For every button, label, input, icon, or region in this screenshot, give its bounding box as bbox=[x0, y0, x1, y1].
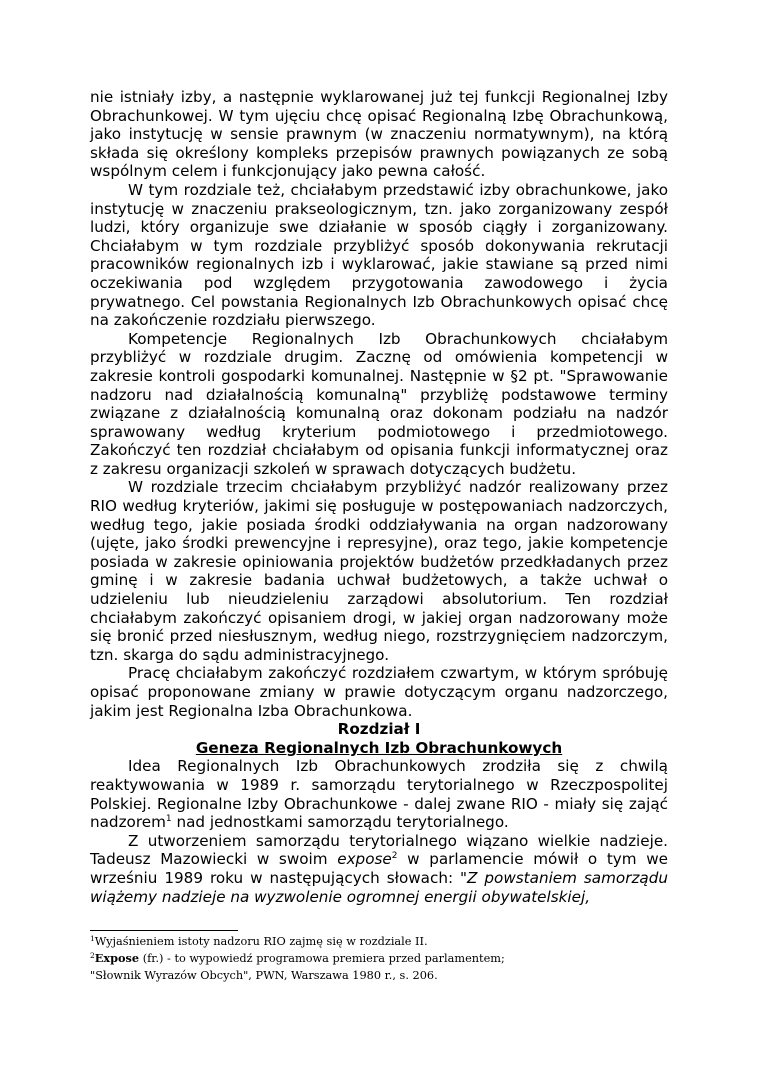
chapter-paragraph-1 bbox=[90, 757, 668, 831]
footnote-1-text: Wyjaśnieniem istoty nadzoru RIO zajmę się w rozdziale II. bbox=[94, 935, 428, 948]
mazowiecki-quote: Z powstaniem samorządu wiążemy nadzieje na wyzwolenie ogromnej energii obywatelskiej, bbox=[90, 868, 668, 906]
chapter-paragraph-2 bbox=[90, 832, 668, 906]
footnote-1-number: 1 bbox=[90, 934, 95, 943]
chapter-paragraph-2-text: Z utworzeniem samorządu terytorialnego wiązano wielkie nadzieje. Tadeusz Mazowiecki w swoim bbox=[90, 831, 668, 869]
chapter-title: Geneza Regionalnych Izb Obrachunkowych bbox=[195, 738, 563, 757]
paragraph-2: W tym rozdziale też, chciałabym przedstawić izby obrachunkowe, jako instytucję w znaczeniu prakseologicznym, tzn. jako zorganizowany zespół ludzi, który organizuje swe działanie w sposób ciągły i zorganizowany. Chciałabym w tym rozdziale przybliżyć sposób dokonywania rekrutacji pracowników regionalnych izb i wyklarować, jakie stawiane są przed nimi oczekiwania pod względem przygotowania zawodowego i życia prywatnego. Cel powstania Regionalnych Izb Obrachunkowych opisać chcę na zakończenie rozdziału pierwszego. bbox=[90, 180, 668, 330]
expose-term: expose bbox=[337, 850, 392, 869]
chapter-paragraph-1-end: nad jednostkami samorządu terytorialnego. bbox=[171, 813, 509, 832]
footnote-2-number: 2 bbox=[90, 951, 95, 960]
footnote-2 bbox=[90, 950, 668, 967]
body-text bbox=[90, 88, 668, 906]
chapter-label: Rozdział I bbox=[337, 720, 421, 739]
footnote-ref-1[interactable]: 1 bbox=[165, 814, 172, 825]
footnote-separator bbox=[90, 930, 238, 931]
paragraph-5: Pracę chciałabym zakończyć rozdziałem czwartym, w którym spróbuję opisać proponowane zmiany w prawie dotyczącym organu nadzorczego, jakim jest Regionalna Izba Obrachunkowa. bbox=[90, 664, 668, 720]
footnote-3: "Słownik Wyrazów Obcych", PWN, Warszawa 1980 r., s. 206. bbox=[90, 969, 438, 982]
chapter-paragraph-2-middle: w parlamencie mówił o tym we wrześniu 1989 roku w następujących słowach: " bbox=[90, 850, 668, 887]
paragraph-4: W rozdziale trzecim chciałabym przybliżyć nadzór realizowany przez RIO według kryteriów, jakimi się posługuje w postępowaniach nadzorczych, według tego, jakie posiada środki oddziaływania na organ nadzorowany (ujęte, jako środki prewencyjne i represyjne), oraz tego, jakie kompetencje posiada w zakresie opiniowania projektów budżetów przedkładanych przez gminę i w zakresie badania uchwał budżetowych, a także uchwał o udzieleniu lub nieudzieleniu zarządowi absolutorium. Ten rozdział chciałabym zakończyć opisaniem drogi, w jakiej organ nadzorowany może się bronić przed niesłusznym, według niego, rozstrzygnięciem nadzorczym, tzn. skarga do sądu administracyjnego. bbox=[90, 478, 668, 664]
paragraph-1: nie istniały izby, a następnie wyklarowanej już tej funkcji Regionalnej Izby Obrachunkowej. W tym ujęciu chcę opisać Regionalną Izbę Obrachunkową, jako instytucję w sensie prawnym (w znaczeniu normatywnym), na którą składa się określony kompleks przepisów prawnych powiązanych ze sobą wspólnym celem i funkcjonujący jako pewna całość. bbox=[90, 88, 668, 181]
footnote-ref-2[interactable]: 2 bbox=[391, 851, 398, 862]
paragraph-3: Kompetencje Regionalnych Izb Obrachunkowych chciałabym przybliżyć w rozdziale drugim. Zacznę od omówienia kompetencji w zakresie kontroli gospodarki komunalnej. Następnie w §2 pt. "Sprawowanie nadzoru nad działalnością komunalną" przybliżę podstawowe terminy związane z działalnością komunalną oraz dokonam podziału na nadzór sprawowany według kryterium podmiotowego i przedmiotowego. Zakończyć ten rozdział chciałabym od opisania funkcji informatycznej oraz z zakresu organizacji szkoleń w sprawach dotyczących budżetu. bbox=[90, 329, 668, 478]
footnote-2-text: (fr.) - to wypowiedź programowa premiera przed parlamentem; bbox=[139, 952, 505, 965]
footnote-2-term: Expose bbox=[94, 951, 140, 965]
footnotes bbox=[90, 930, 668, 984]
footnote-1 bbox=[90, 933, 668, 950]
chapter-paragraph-1-text: Idea Regionalnych Izb Obrachunkowych zrodziła się z chwilą reaktywowania w 1989 r. samorządu terytorialnego w Rzeczpospolitej Polskiej. Regionalne Izby Obrachunkowe - dalej zwane RIO - miały się zająć nadzorem bbox=[90, 757, 668, 832]
